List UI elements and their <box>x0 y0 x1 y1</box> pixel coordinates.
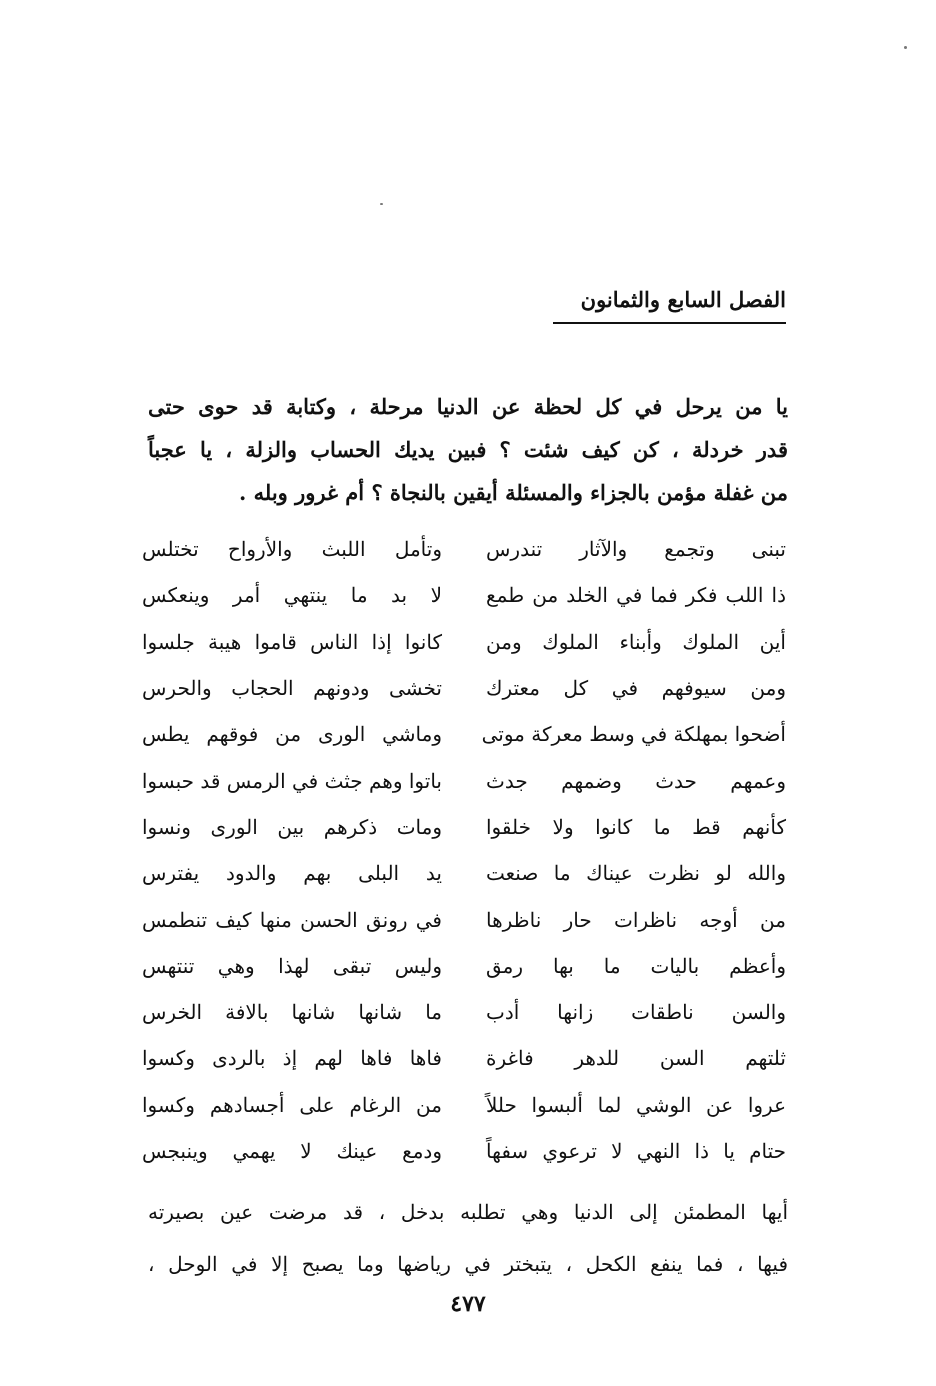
poem-verse <box>142 572 786 618</box>
verse-second-half: تخشى ودونهم الحجاب والحرس <box>142 676 442 701</box>
chapter-title: الفصل السابع والثمانون <box>580 287 786 312</box>
verse-second-half: كانوا إذا الناس قاموا هيبة جلسوا <box>142 629 442 654</box>
poem-verse <box>142 896 786 942</box>
verse-second-half: وماشي الورى من فوقهم يطس <box>142 722 442 747</box>
closing-line: أيها المطمئن إلى الدنيا وهي تطلبه بدخل ، قد مرضت عين بصيرته <box>148 1200 788 1224</box>
verse-first-half: ثلتهم السن للدهر فاغرة <box>486 1046 786 1071</box>
verse-first-half: من أوجه ناظرات حار ناظرها <box>486 907 786 932</box>
poem-verse <box>142 989 786 1035</box>
verse-first-half: والسن ناطقات زانها أدب <box>486 1000 786 1025</box>
page-number: ٤٧٧ <box>450 1291 486 1317</box>
verse-second-half: باتوا وهم جثث في الرمس قد حبسوا <box>141 768 442 793</box>
verse-first-half: ومن سيوفهم في كل معترك <box>486 676 786 701</box>
poem-verse <box>142 619 786 665</box>
poem <box>142 526 786 1174</box>
poem-verse <box>142 757 786 803</box>
verse-first-half: كأنهم قط ما كانوا ولا خلقوا <box>486 814 786 839</box>
verse-second-half: فاها فاها لهم إذ بالردى وكسوا <box>142 1046 442 1071</box>
verse-first-half: تبنى وتجمع والآثار تندرس <box>486 537 786 562</box>
poem-verse <box>142 1082 786 1128</box>
poem-verse <box>142 526 786 572</box>
poem-verse <box>142 943 786 989</box>
verse-second-half: في رونق الحسن منها كيف تنطمس <box>142 907 442 932</box>
poem-verse <box>142 711 786 757</box>
scan-speck <box>380 203 383 205</box>
poem-verse <box>142 850 786 896</box>
verse-first-half: ذا اللب فكر فما في الخلد من طمع <box>486 583 786 608</box>
poem-verse <box>142 804 786 850</box>
verse-first-half: حتام يا ذا النهي لا ترعوي سفهاً <box>486 1139 786 1163</box>
verse-second-half: وليس تبقى لهذا وهي تنتهس <box>142 953 442 978</box>
intro-line: قدر خردلة ، كن كيف شئت ؟ فبين يديك الحساب والزلة ، يا عجباً <box>148 437 788 462</box>
verse-second-half: يد البلى بهم والدود يفترس <box>142 861 442 886</box>
poem-verse <box>142 1035 786 1081</box>
verse-first-half: أين الملوك وأبناء الملوك ومن <box>486 629 786 654</box>
closing-paragraph <box>148 1186 788 1290</box>
verse-second-half: لا بد ما ينتهي أمر وينعكس <box>142 583 442 608</box>
intro-line: يا من يرحل في كل لحظة عن الدنيا مرحلة ، وكتابة قد حوى حتى <box>148 394 788 419</box>
title-underline <box>553 322 786 324</box>
scan-speck <box>904 46 907 49</box>
verse-first-half: والله لو نظرت عيناك ما صنعت <box>486 861 786 886</box>
verse-first-half: عروا عن الوشي لما ألبسوا حللاً <box>486 1092 786 1117</box>
verse-first-half: أضحوا بمهلكة في وسط معركة موتى <box>481 722 786 747</box>
verse-second-half: ومات ذكرهم بين الورى ونسوا <box>142 814 442 839</box>
poem-verse <box>142 1128 786 1174</box>
closing-line: فيها ، فما ينفع الكحل ، يتبختر في رياضها وما يصبح إلا في الوحل ، <box>148 1252 788 1276</box>
intro-line: من غفلة مؤمن بالجزاء والمسئلة أيقين بالنجاة ؟ أم غرور وبله . <box>239 480 788 505</box>
verse-first-half: وأعظم باليات ما بها رمق <box>486 953 786 978</box>
poem-verse <box>142 665 786 711</box>
intro-paragraph <box>148 385 788 514</box>
verse-first-half: وعمهم حدث وضمهم جدث <box>486 768 786 793</box>
verse-second-half: ما شانها شانها بالافة الخرس <box>142 1000 442 1025</box>
verse-second-half: من الرغام على أجسادهم وكسوا <box>142 1092 442 1117</box>
verse-second-half: وتأمل اللبث والأرواح تختلس <box>142 537 442 562</box>
verse-second-half: ودمع عينك لا يهمي وينبجس <box>142 1139 442 1163</box>
